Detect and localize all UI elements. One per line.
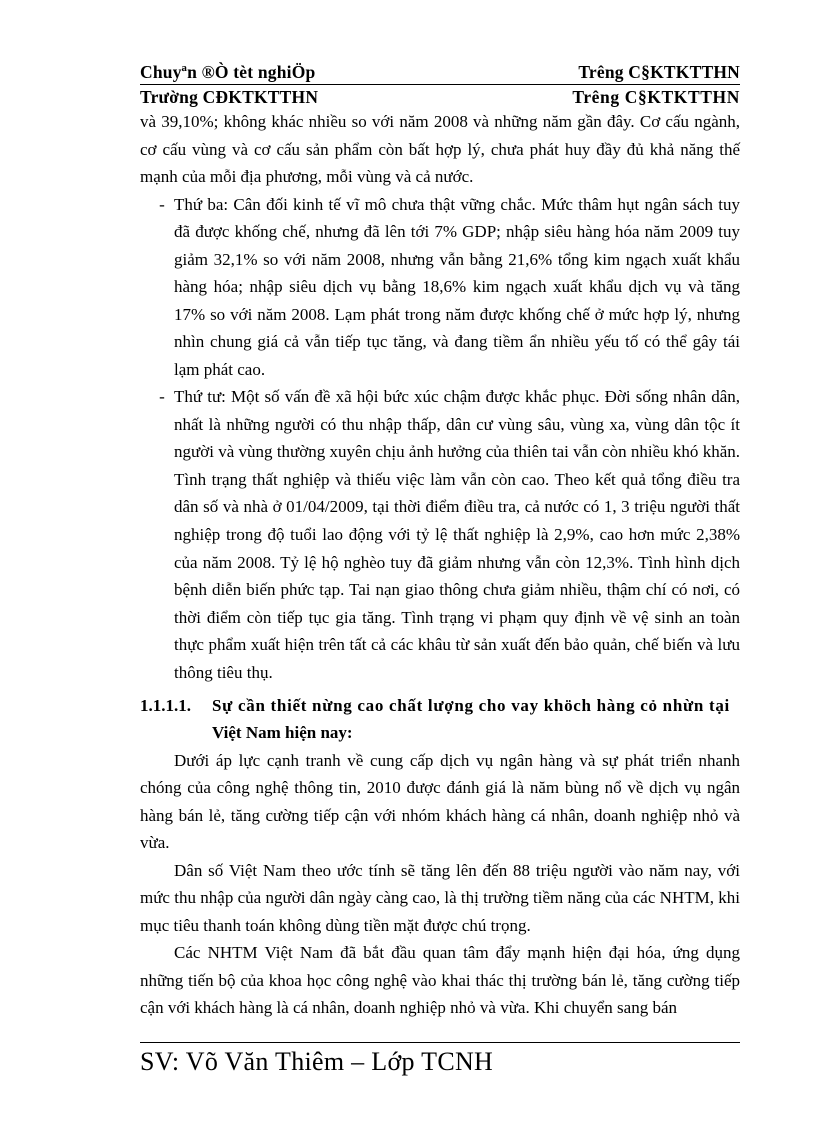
- header-right-title-2: Trêng C§KTKTTHN: [572, 87, 740, 107]
- paragraph-4: Các NHTM Việt Nam đã bắt đầu quan tâm đẩy mạnh hiện đại hóa, ứng dụng những tiến bộ của khoa học công nghệ vào khai thác thị trường bán lẻ, tăng cường tiếp cận với khách hàng là cá nhân, doanh nghiệp nhỏ và vừa. Khi chuyển sang bán: [140, 943, 740, 1018]
- header-right-title: Trêng C§KTKTTHN: [578, 62, 740, 82]
- bullet-dash-2: -: [159, 387, 165, 407]
- footer-divider: [140, 1042, 740, 1043]
- document-content: [140, 62, 740, 1022]
- section-title-line-1: Sự cần thiết nừng cao chất lượng cho vay khöch hàng cỏ nhừn tại: [212, 696, 730, 716]
- header-left-title-2: Trường CĐKTKTTHN: [140, 87, 319, 107]
- footer-text: SV: Võ Văn Thiêm – Lớp TCNH: [140, 1047, 494, 1076]
- bullet-dash-1: -: [159, 194, 165, 214]
- page-header-row-1: [140, 62, 740, 85]
- bullet-item-1: [140, 191, 740, 384]
- bullet-item-2: [140, 383, 740, 686]
- section-number: 1.1.1.1.: [140, 696, 191, 716]
- section-heading: [140, 692, 740, 746]
- bullet-text-1: Thứ ba: Cân đối kinh tế vĩ mô chưa thật vững chắc. Mức thâm hụt ngân sách tuy đã được khống chế, nhưng đã lên tới 7% GDP; nhập siêu hàng hóa năm 2009 tuy giảm 32,1% so với năm 2008, nhưng vẫn bằng 21,6% tổng kim ngạch xuất khẩu hàng hóa; nhập siêu dịch vụ bằng 18,6% kim ngạch xuất khẩu dịch vụ và tăng 17% so với năm 2008. Lạm phát trong năm được khống chế ở mức hợp lý, nhưng nhìn chung giá cả vẫn tiếp tục tăng, và đang tiềm ẩn nhiều yếu tố có thể gây tái lạm phát cao.: [174, 194, 740, 379]
- paragraph-1: và 39,10%; không khác nhiều so với năm 2008 và những năm gần đây. Cơ cấu ngành, cơ cấu vùng và cơ cấu sản phẩm còn bất hợp lý, chưa phát huy đầy đủ khả năng thế mạnh của mỗi địa phương, mỗi vùng và cả nước.: [140, 112, 740, 187]
- page-footer: [140, 1042, 740, 1077]
- section-title-line-2: Việt Nam hiện nay:: [212, 723, 353, 743]
- paragraph-2: Dưới áp lực cạnh tranh về cung cấp dịch vụ ngân hàng và sự phát triển nhanh chóng của công nghệ thông tin, 2010 được đánh giá là năm bùng nổ về dịch vụ ngân hàng bán lẻ, tăng cường tiếp cận với nhóm khách hàng cá nhân, doanh nghiệp nhỏ và vừa.: [140, 750, 740, 853]
- section-title: [212, 692, 740, 746]
- paragraph-3: Dân số Việt Nam theo ước tính sẽ tăng lên đến 88 triệu người vào năm nay, với mức thu nhập của người dân ngày càng cao, là thị trường tiềm năng của các NHTM, khi mục tiêu thanh toán không dùng tiền mặt được chú trọng.: [140, 860, 740, 935]
- header-left-title: Chuyªn ®Ò tèt nghiÖp: [140, 62, 316, 82]
- page-header-row-2: [140, 87, 740, 108]
- bullet-text-2: Thứ tư: Một số vấn đề xã hội bức xúc chậm được khắc phục. Đời sống nhân dân, nhất là những người có thu nhập thấp, dân cư vùng sâu, vùng xa, vùng dân tộc ít người và vùng thường xuyên chịu ảnh hưởng của thiên tai vẫn còn nhiều khó khăn. Tình trạng thất nghiệp và thiếu việc làm vẫn còn cao. Theo kết quả tổng điều tra dân số và nhà ở 01/04/2009, tại thời điểm điều tra, cả nước có 1, 3 triệu người thất nghiệp trong độ tuổi lao động với tỷ lệ thất nghiệp là 2,9%, cao hơn mức 2,38% của năm 2008. Tỷ lệ hộ nghèo tuy đã giảm nhưng vẫn còn 12,3%. Tình hình dịch bệnh diễn biến phức tạp. Tai nạn giao thông chưa giảm nhiều, thậm chí có nơi, có thời điểm còn tiếp tục gia tăng. Tình trạng vi phạm quy định về vệ sinh an toàn thực phẩm xuất hiện trên tất cả các khâu từ sản xuất đến bảo quản, chế biến và lưu thông tiêu thụ.: [174, 387, 740, 682]
